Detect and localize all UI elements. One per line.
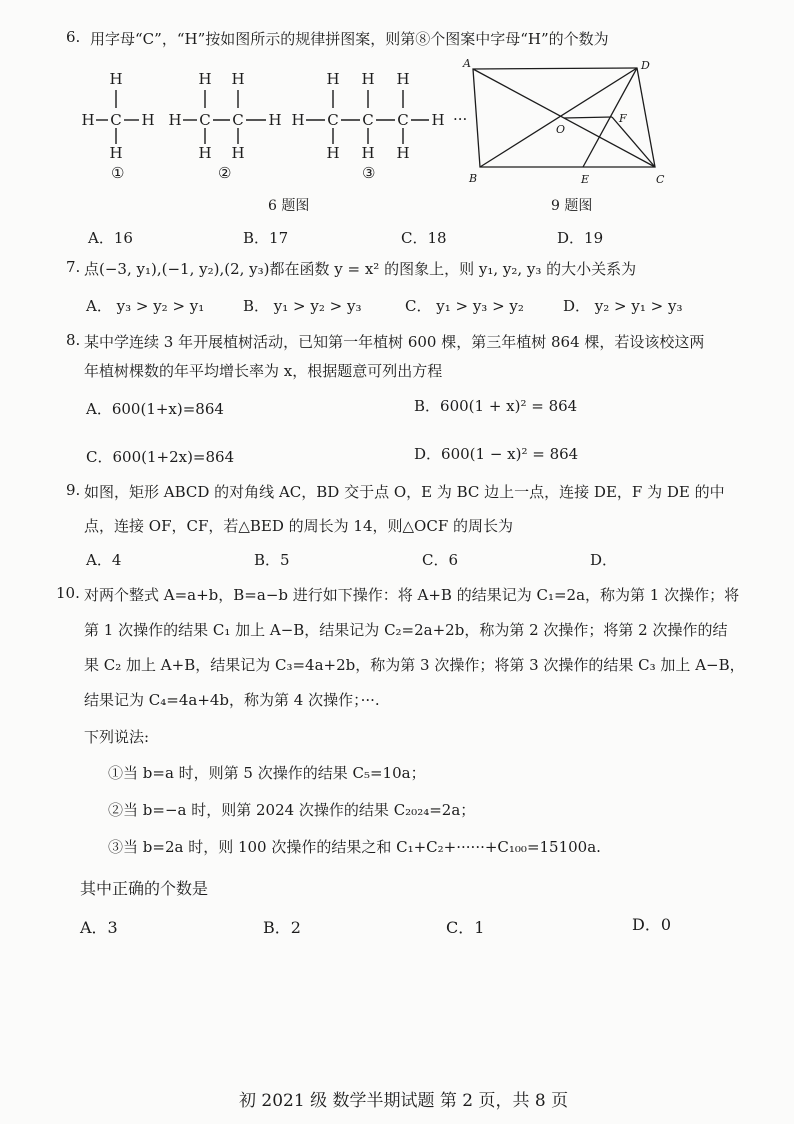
q6-label-3: ③ — [362, 164, 376, 182]
svg-text:H: H — [198, 70, 212, 88]
svg-text:H: H — [198, 144, 212, 162]
q6-text: 用字母“C”，“H”按如图所示的规律拼图案，则第⑧个图案中字母“H”的个数为 — [90, 30, 609, 48]
q6-caption: 6 题图 — [268, 198, 310, 214]
q9-line-2: 点，连接 OF，CF，若△BED 的周长为 14，则△OCF 的周长为 — [84, 517, 514, 535]
svg-text:H: H — [361, 144, 375, 162]
q9-rectangle-figure — [455, 55, 675, 195]
q7-option-b: B． y₁ > y₂ > y₃ — [243, 297, 362, 315]
q9-caption: 9 题图 — [551, 198, 593, 214]
q9-segment-of — [564, 117, 612, 118]
q6-option-b: B．17 — [243, 229, 289, 247]
q10-statement-1: ①当 b=a 时，则第 5 次操作的结果 C₅=10a； — [108, 764, 426, 782]
svg-text:H: H — [109, 144, 123, 162]
svg-text:H: H — [268, 111, 282, 129]
q6-label-2: ② — [218, 164, 232, 182]
svg-text:H: H — [291, 111, 305, 129]
q9-option-a: A．4 — [86, 551, 122, 569]
q9-point-d: D — [641, 59, 650, 72]
page-footer: 初 2021 级 数学半期试题 第 2 页，共 8 页 — [239, 1091, 569, 1111]
svg-text:H: H — [141, 111, 155, 129]
svg-text:H: H — [326, 144, 340, 162]
q8-number: 8. — [66, 331, 81, 349]
q8-option-d: D．600(1 − x)² = 864 — [414, 445, 579, 463]
q10-statement-2: ②当 b=−a 时，则第 2024 次操作的结果 C₂₀₂₄=2a； — [108, 801, 476, 819]
q9-option-d: D． — [590, 551, 618, 569]
q9-point-c: C — [656, 173, 665, 186]
q9-number: 9. — [66, 481, 81, 499]
svg-text:H: H — [168, 111, 182, 129]
q7-option-d: D． y₂ > y₁ > y₃ — [563, 297, 683, 315]
q6-label-1: ① — [111, 164, 125, 182]
q6-option-d: D．19 — [557, 229, 604, 247]
svg-text:C: C — [362, 111, 374, 129]
q10-line-3: 果 C₂ 加上 A+B，结果记为 C₃=4a+2b，称为第 3 次操作；将第 3 次操作的结果 C₃ 加上 A−B， — [84, 656, 745, 674]
q10-intro: 下列说法: — [84, 728, 150, 746]
q9-line-1: 如图，矩形 ABCD 的对角线 AC，BD 交于点 O，E 为 BC 边上一点，连接 DE，F 为 DE 的中 — [84, 483, 725, 501]
svg-text:H: H — [431, 111, 445, 129]
q9-option-b: B．5 — [254, 551, 290, 569]
q10-option-a: A．3 — [80, 918, 118, 937]
svg-text:H: H — [109, 70, 123, 88]
svg-text:C: C — [232, 111, 244, 129]
q6-ellipsis: ··· — [453, 110, 468, 128]
q7-text: 点(−3, y₁),(−1, y₂),(2, y₃)都在函数 y = x² 的图象上，则 y₁, y₂, y₃ 的大小关系为 — [84, 260, 637, 278]
svg-text:H: H — [81, 111, 95, 129]
svg-text:C: C — [199, 111, 211, 129]
svg-text:H: H — [326, 70, 340, 88]
q7-option-c: C． y₁ > y₃ > y₂ — [405, 297, 524, 315]
q9-point-a: A — [463, 57, 471, 70]
q9-point-f: F — [619, 112, 627, 125]
q10-line-2: 第 1 次操作的结果 C₁ 加上 A−B，结果记为 C₂=2a+2b，称为第 2 次操作；将第 2 次操作的结 — [84, 621, 728, 639]
q10-number: 10. — [56, 584, 80, 602]
q6-option-c: C．18 — [401, 229, 447, 247]
q7-number: 7. — [66, 258, 81, 276]
q7-option-a: A． y₃ > y₂ > y₁ — [86, 297, 205, 315]
q6-option-a: A．16 — [88, 229, 133, 247]
q9-option-c: C．6 — [422, 551, 459, 569]
svg-text:C: C — [327, 111, 339, 129]
q8-line-1: 某中学连续 3 年开展植树活动，已知第一年植树 600 棵，第三年植树 864 棵，若设该校这两 — [84, 333, 705, 351]
svg-text:H: H — [231, 144, 245, 162]
svg-text:H: H — [396, 70, 410, 88]
svg-text:H: H — [231, 70, 245, 88]
q10-ask: 其中正确的个数是 — [80, 879, 209, 898]
q10-option-d: D．0 — [632, 915, 672, 934]
q9-point-o: O — [556, 123, 566, 136]
q10-statement-3: ③当 b=2a 时，则 100 次操作的结果之和 C₁+C₂+······+C₁₀₀=15100a. — [108, 838, 601, 856]
q10-line-4: 结果记为 C₄=4a+4b，称为第 4 次操作；···. — [84, 691, 380, 709]
q9-point-e: E — [581, 173, 590, 186]
q10-option-b: B．2 — [263, 918, 301, 937]
q10-line-1: 对两个整式 A=a+b，B=a−b 进行如下操作：将 A+B 的结果记为 C₁=2a，称为第 1 次操作；将 — [84, 586, 740, 604]
svg-text:H: H — [361, 70, 375, 88]
q6-molecule-figure — [70, 66, 470, 191]
q9-point-b: B — [469, 172, 478, 185]
q8-option-a: A．600(1+x)=864 — [86, 400, 224, 418]
q10-option-c: C．1 — [446, 918, 485, 937]
svg-text:C: C — [110, 111, 122, 129]
svg-text:C: C — [397, 111, 409, 129]
q9-diagonal-bd — [480, 68, 637, 167]
q8-option-b: B．600(1 + x)² = 864 — [414, 397, 578, 415]
svg-text:H: H — [396, 144, 410, 162]
q8-option-c: C．600(1+2x)=864 — [86, 448, 235, 466]
q8-line-2: 年植树棵数的年平均增长率为 x，根据题意可列出方程 — [84, 362, 443, 380]
q6-number: 6. — [66, 28, 81, 46]
